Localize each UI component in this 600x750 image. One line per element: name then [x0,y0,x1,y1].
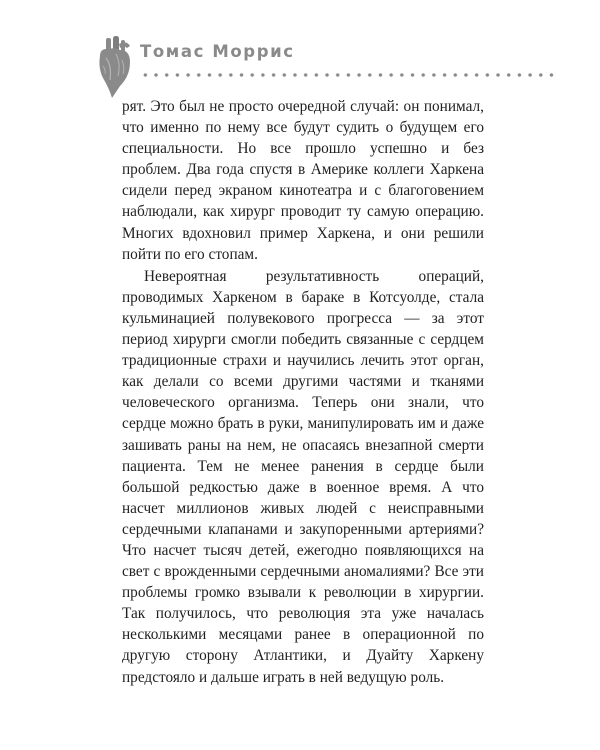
paragraph: Невероятная результативность операций, проводимых Харкеном в бараке в Котсуолде, стала кульминацией полувекового прогресса — за этот период хирурги смогли победить связанные с сердцем традиционные страхи и научились лечить этот орган, как делали со всеми другими частями и тканями человеческого организма. Теперь они знали, что сердце можно брать в руки, манипулировать им и даже зашивать раны на нем, не опасаясь внезапной смерти пациента. Тем не менее ранения в сердце были большой редкостью даже в военное время. А что насчет миллионов живых людей с неисправными сердечными клапанами и закупоренными артериями? Что насчет тысяч детей, ежегодно появляющихся на свет с врожденными сердечными аномалиями? Все эти проблемы громко взывали к революции в хирургии. Так получилось, что революция эта уже началась несколькими месяцами ранее в операционной по другую сторону Атлантики, и Дуайту Харкену предстояло и дальше играть в ней ведущую роль. [122,267,484,686]
body-text [122,96,484,688]
paragraph: рят. Это был не просто очередной случай: он понимал, что именно по нему все будут судить о будущем его специальности. Но все прошло успешно и без проблем. Два года спустя в Америке коллеги Харкена сидели перед экраном кинотеатра и с благоговением наблюдали, как хирург проводит ту самую операцию. Многих вдохновил пример Харкена, и они решили пойти по его стопам. [122,98,484,263]
header-dotted-rule [140,73,560,77]
running-header-author: Томас Моррис [140,42,295,61]
anatomical-heart-icon [94,36,134,100]
